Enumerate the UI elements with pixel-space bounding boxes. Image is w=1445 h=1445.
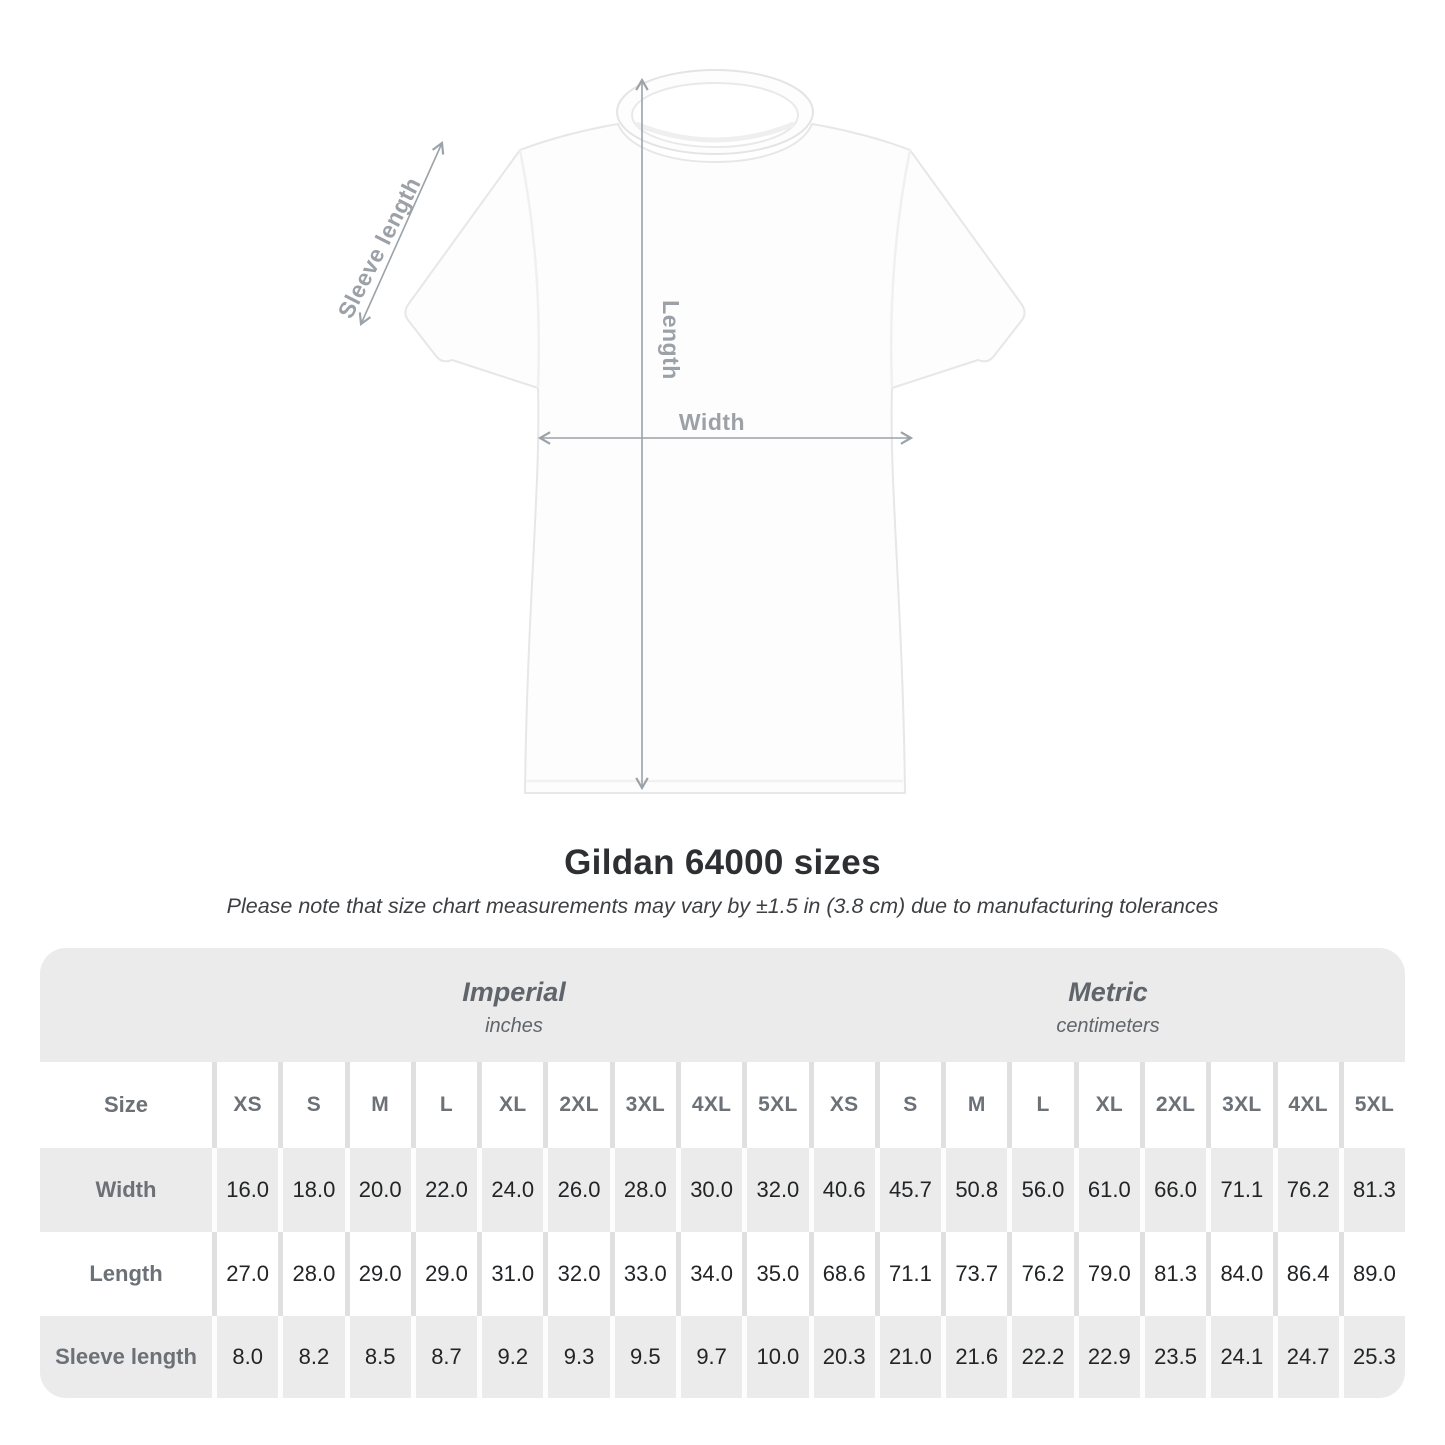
metric-value-cell: 81.3 (1344, 1148, 1405, 1232)
imperial-value-cell: 9.2 (482, 1316, 543, 1398)
tolerance-note: Please note that size chart measurements may vary by ±1.5 in (3.8 cm) due to manufacturing tolerances (226, 894, 1219, 918)
imperial-value-cell: 31.0 (482, 1232, 543, 1316)
size-col-header-imperial: S (283, 1062, 344, 1148)
imperial-value-cell: 27.0 (217, 1232, 278, 1316)
sleeve-length-row (40, 1316, 1405, 1398)
unit-band-spacer (40, 948, 217, 1062)
imperial-unit: inches (485, 1014, 543, 1037)
size-col-header-imperial: XS (217, 1062, 278, 1148)
imperial-value-cell: 28.0 (283, 1232, 344, 1316)
metric-value-cell: 24.7 (1278, 1316, 1339, 1398)
metric-value-cell: 71.1 (1211, 1148, 1272, 1232)
metric-value-cell: 84.0 (1211, 1232, 1272, 1316)
size-col-header-imperial: L (416, 1062, 477, 1148)
metric-heading: Metric (1068, 976, 1148, 1007)
imperial-value-cell: 30.0 (681, 1148, 742, 1232)
imperial-value-cell: 32.0 (747, 1148, 808, 1232)
imperial-value-cell: 26.0 (548, 1148, 609, 1232)
metric-value-cell: 73.7 (946, 1232, 1007, 1316)
size-column-title: Size (40, 1062, 212, 1148)
tshirt-measurement-diagram (330, 50, 1070, 825)
metric-value-cell: 21.6 (946, 1316, 1007, 1398)
size-col-header-imperial: XL (482, 1062, 543, 1148)
sleeve-length-label: Sleeve length (332, 172, 426, 323)
size-col-header-metric: L (1012, 1062, 1073, 1148)
metric-value-cell: 20.3 (814, 1316, 875, 1398)
size-col-header-imperial: 3XL (615, 1062, 676, 1148)
imperial-value-cell: 8.5 (350, 1316, 411, 1398)
size-col-header-metric: 2XL (1145, 1062, 1206, 1148)
metric-value-cell: 76.2 (1278, 1148, 1339, 1232)
metric-value-cell: 23.5 (1145, 1316, 1206, 1398)
imperial-value-cell: 8.2 (283, 1316, 344, 1398)
imperial-value-cell: 22.0 (416, 1148, 477, 1232)
imperial-value-cell: 18.0 (283, 1148, 344, 1232)
imperial-value-cell: 16.0 (217, 1148, 278, 1232)
imperial-value-cell: 29.0 (416, 1232, 477, 1316)
unit-header-band (40, 948, 1405, 1062)
size-col-header-imperial: 2XL (548, 1062, 609, 1148)
size-col-header-metric: S (880, 1062, 941, 1148)
metric-value-cell: 76.2 (1012, 1232, 1073, 1316)
imperial-value-cell: 8.0 (217, 1316, 278, 1398)
tshirt-graphic (330, 50, 1070, 825)
imperial-value-cell: 9.7 (681, 1316, 742, 1398)
size-col-header-metric: 3XL (1211, 1062, 1272, 1148)
unit-group-metric (811, 948, 1405, 1062)
metric-value-cell: 79.0 (1079, 1232, 1140, 1316)
measurement-row-label: Length (40, 1232, 212, 1316)
imperial-value-cell: 34.0 (681, 1232, 742, 1316)
metric-value-cell: 71.1 (880, 1232, 941, 1316)
size-col-header-imperial: 4XL (681, 1062, 742, 1148)
metric-value-cell: 89.0 (1344, 1232, 1405, 1316)
metric-unit: centimeters (1056, 1014, 1160, 1037)
imperial-value-cell: 29.0 (350, 1232, 411, 1316)
metric-value-cell: 56.0 (1012, 1148, 1073, 1232)
metric-value-cell: 24.1 (1211, 1316, 1272, 1398)
imperial-heading: Imperial (462, 976, 566, 1007)
size-col-header-metric: XS (814, 1062, 875, 1148)
measurement-row-label: Sleeve length (40, 1316, 212, 1398)
imperial-value-cell: 33.0 (615, 1232, 676, 1316)
metric-value-cell: 86.4 (1278, 1232, 1339, 1316)
size-col-header-metric: 5XL (1344, 1062, 1405, 1148)
imperial-value-cell: 20.0 (350, 1148, 411, 1232)
length-label: Length (658, 300, 684, 380)
metric-value-cell: 66.0 (1145, 1148, 1206, 1232)
size-col-header-metric: 4XL (1278, 1062, 1339, 1148)
metric-value-cell: 40.6 (814, 1148, 875, 1232)
width-label: Width (678, 409, 746, 435)
imperial-value-cell: 9.5 (615, 1316, 676, 1398)
imperial-value-cell: 8.7 (416, 1316, 477, 1398)
tshirt-body (405, 124, 1024, 793)
metric-value-cell: 21.0 (880, 1316, 941, 1398)
metric-value-cell: 68.6 (814, 1232, 875, 1316)
metric-value-cell: 22.9 (1079, 1316, 1140, 1398)
imperial-value-cell: 28.0 (615, 1148, 676, 1232)
size-col-header-metric: M (946, 1062, 1007, 1148)
imperial-value-cell: 24.0 (482, 1148, 543, 1232)
imperial-value-cell: 32.0 (548, 1232, 609, 1316)
size-chart-table (40, 948, 1405, 1398)
metric-value-cell: 25.3 (1344, 1316, 1405, 1398)
length-row (40, 1232, 1405, 1316)
page-title: Gildan 64000 sizes (564, 843, 881, 882)
metric-value-cell: 45.7 (880, 1148, 941, 1232)
unit-group-imperial (217, 948, 811, 1062)
tshirt-collar (617, 70, 813, 154)
metric-value-cell: 50.8 (946, 1148, 1007, 1232)
metric-value-cell: 81.3 (1145, 1232, 1206, 1316)
metric-value-cell: 22.2 (1012, 1316, 1073, 1398)
size-header-row (40, 1062, 1405, 1148)
width-row (40, 1148, 1405, 1232)
size-col-header-imperial: 5XL (747, 1062, 808, 1148)
measurement-row-label: Width (40, 1148, 212, 1232)
imperial-value-cell: 10.0 (747, 1316, 808, 1398)
size-col-header-imperial: M (350, 1062, 411, 1148)
metric-value-cell: 61.0 (1079, 1148, 1140, 1232)
imperial-value-cell: 35.0 (747, 1232, 808, 1316)
size-col-header-metric: XL (1079, 1062, 1140, 1148)
imperial-value-cell: 9.3 (548, 1316, 609, 1398)
